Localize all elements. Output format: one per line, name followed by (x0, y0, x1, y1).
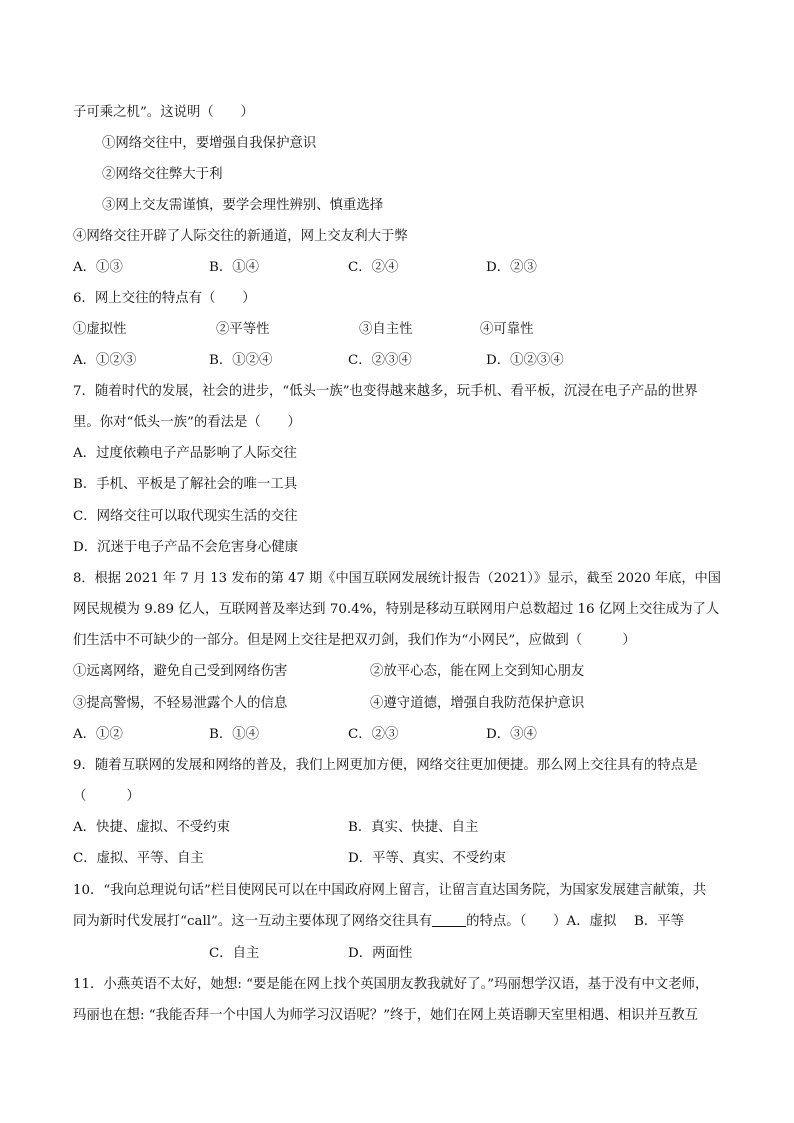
q9-stem-line-1: 9．随着互联网的发展和网络的普及，我们上网更加方便，网络交往更加便捷。那么网上交往具有的特点是 (73, 758, 698, 773)
q8-stem-line-2: 网民规模为 9.89 亿人，互联网普及率达到 70.4%，特别是移动互联网用户总数超过 16 亿网上交往成为了人 (73, 602, 720, 617)
q5-option-b: B．①④ (209, 260, 260, 275)
q5-stem-end: 子可乘之机”。这说明（ ） (73, 105, 254, 120)
q7-stem-line-2: 里。你对“低头一族”的看法是（ ） (73, 415, 301, 430)
q8-statement-4: ④遵守道德，增强自我防范保护意识 (370, 696, 585, 711)
q6-option-c: C．②③④ (348, 353, 412, 368)
q10-stem-line-2-part-1: 同为新时代发展打“call”。这一互动主要体现了网络交往具有 (73, 914, 433, 929)
q8-option-c: C．②③ (348, 727, 399, 742)
q10-stem-line-2-part-2: 的特点。（ ）A．虚拟 B．平等 (466, 914, 685, 929)
q7-option-b: B．手机、平板是了解社会的唯一工具 (73, 477, 298, 492)
q8-stem-line-1: 8．根据 2021 年 7 月 13 发布的第 47 期《中国互联网发展统计报告（2021）》显示，截至 2020 年底，中国 (73, 571, 721, 586)
q7-option-a: A．过度依赖电子产品影响了人际交往 (73, 446, 297, 461)
q6-option-d: D．①②③④ (486, 353, 564, 368)
q8-statement-3: ③提高警惕，不轻易泄露个人的信息 (73, 696, 288, 711)
q6-item-4: ④可靠性 (480, 322, 534, 337)
q6-item-1: ①虚拟性 (73, 322, 127, 337)
q5-statement-4: ④网络交往开辟了人际交往的新通道，网上交友利大于弊 (73, 229, 408, 244)
q9-option-b: B．真实、快捷、自主 (348, 820, 479, 835)
q5-option-c: C．②④ (348, 260, 399, 275)
q5-statement-3: ③网上交友需谨慎，要学会理性辨别、慎重选择 (102, 198, 384, 213)
q6-option-b: B．①②④ (209, 353, 273, 368)
q6-item-2: ②平等性 (216, 322, 270, 337)
q6-item-3: ③自主性 (359, 322, 413, 337)
q10-option-c: C．自主 (209, 946, 260, 961)
q11-stem-line-1: 11．小燕英语不太好，她想: “要是能在网上找个英国朋友教我就好了。”玛丽想学汉语，基于没有中文老师， (73, 977, 709, 992)
q5-statement-2: ②网络交往弊大于利 (102, 167, 223, 182)
q6-stem: 6．网上交往的特点有（ ） (73, 291, 256, 306)
q10-option-d: D．两面性 (348, 946, 413, 961)
q9-option-a: A．快捷、虚拟、不受约束 (73, 820, 230, 835)
q10-stem-line-2 (73, 912, 684, 932)
q7-stem-line-1: 7．随着时代的发展，社会的进步，“低头一族”也变得越来越多，玩手机、看平板，沉浸在电子产品的世界 (73, 384, 698, 399)
q9-option-d: D．平等、真实、不受约束 (348, 851, 507, 866)
q7-option-c: C．网络交往可以取代现实生活的交往 (73, 509, 298, 524)
q9-option-c: C．虚拟、平等、自主 (73, 851, 204, 866)
q10-answer-blank (432, 912, 466, 927)
q5-option-a: A．①③ (73, 260, 123, 275)
q11-stem-line-2: 玛丽也在想: “我能否拜一个中国人为师学习汉语呢？”终于，她们在网上英语聊天室里相遇、相识并互教互 (73, 1008, 699, 1023)
q7-option-d: D．沉迷于电子产品不会危害身心健康 (73, 540, 298, 555)
q10-stem-line-1: 10．“我向总理说句话”栏目使网民可以在中国政府网上留言，让留言直达国务院，为国家发展建言献策，共 (73, 883, 707, 898)
q8-statement-2: ②放平心态，能在网上交到知心朋友 (370, 664, 585, 679)
q5-option-d: D．②③ (486, 260, 537, 275)
q8-stem-line-3: 们生活中不可缺少的一部分。但是网上交往是把双刃剑，我们作为“小网民”，应做到（ ） (73, 633, 636, 648)
q9-stem-line-2: （ ） (73, 789, 140, 804)
q8-statement-1: ①远离网络，避免自己受到网络伤害 (73, 664, 288, 679)
q5-statement-1: ①网络交往中，要增强自我保护意识 (102, 136, 317, 151)
q8-option-d: D．③④ (486, 727, 537, 742)
q8-option-a: A．①② (73, 727, 123, 742)
q6-option-a: A．①②③ (73, 353, 137, 368)
q8-option-b: B．①④ (209, 727, 260, 742)
